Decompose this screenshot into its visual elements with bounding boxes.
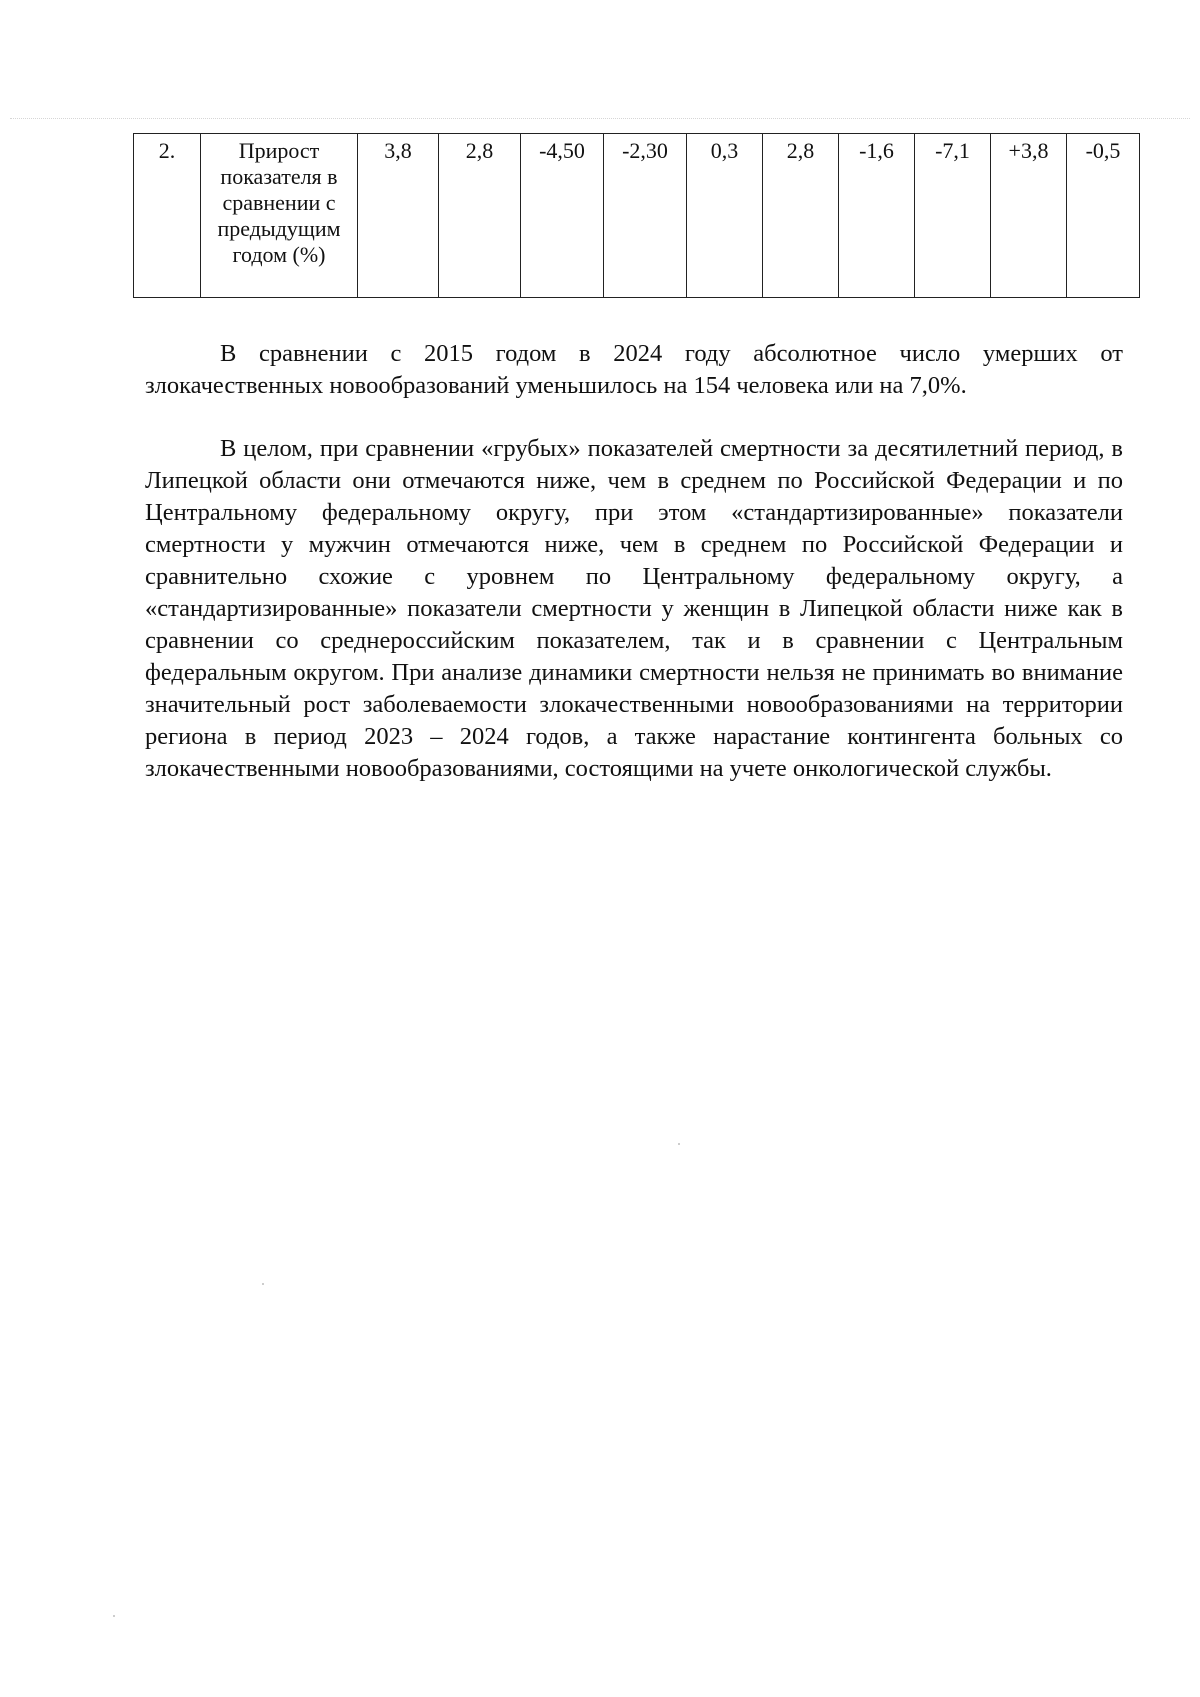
row-number-cell: 2. xyxy=(134,134,201,298)
value-cell: 2,8 xyxy=(439,134,521,298)
value-cell: +3,8 xyxy=(991,134,1067,298)
value-cell: 0,3 xyxy=(687,134,763,298)
value-cell: 3,8 xyxy=(358,134,439,298)
value-cell: -7,1 xyxy=(915,134,991,298)
value-cell: -1,6 xyxy=(839,134,915,298)
value-cell: -2,30 xyxy=(604,134,687,298)
value-cell: -0,5 xyxy=(1067,134,1140,298)
scan-artifact-line xyxy=(10,118,1190,119)
indicator-table xyxy=(133,133,1140,298)
body-paragraph: В сравнении с 2015 годом в 2024 году абсолютное число умерших от злокачественных новообразований уменьшилось на 154 человека или на 7,0%. xyxy=(145,340,1123,399)
row-label-cell: Прирост показателя в сравнении с предыдущим годом (%) xyxy=(201,134,358,298)
table-row xyxy=(134,134,1140,298)
body-paragraph: В целом, при сравнении «грубых» показателей смертности за десятилетний период, в Липецкой области они отмечаются ниже, чем в среднем по Российской Федерации и по Центральному федеральному округу, при этом «стандартизированные» показатели смертности у мужчин отмечаются ниже, чем в среднем по Российской Федерации и сравнительно схожие с уровнем по Центральному федеральному округу, а «стандартизированные» показатели смертности у женщин в Липецкой области ниже как в сравнении со среднероссийским показателем, так и в сравнении с Центральным федеральным округом. При анализе динамики смертности нельзя не принимать во внимание значительный рост заболеваемости злокачественными новообразованиями на территории региона в период 2023 – 2024 годов, а также нарастание контингента больных со злокачественными новообразованиями, состоящими на учете онкологической службы. xyxy=(145,435,1123,782)
scan-speck xyxy=(262,1283,264,1285)
scan-speck xyxy=(678,1143,680,1145)
value-cell: -4,50 xyxy=(521,134,604,298)
value-cell: 2,8 xyxy=(763,134,839,298)
scan-speck xyxy=(113,1615,115,1617)
